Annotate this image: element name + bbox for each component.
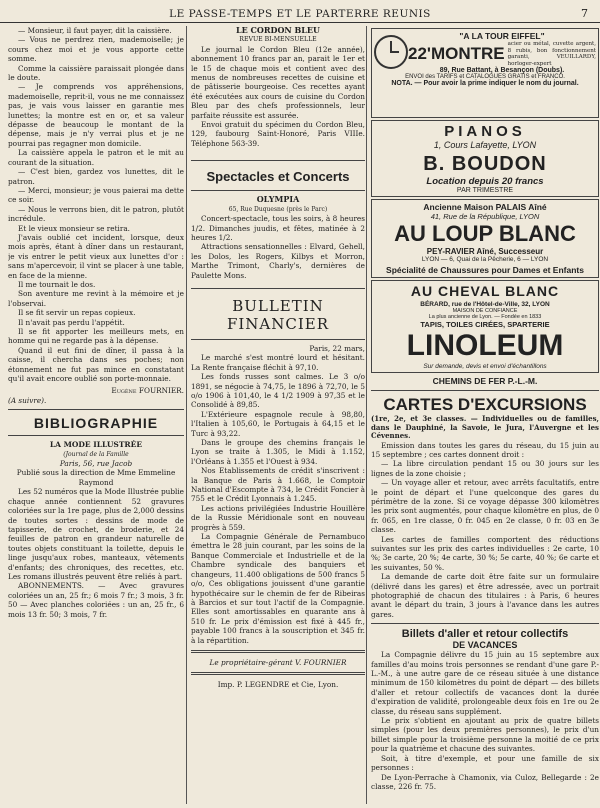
olympia-title: OLYMPIA (256, 194, 300, 205)
paragraph: — La libre circulation pendant 15 ou 30 jours sur les lignes de la zone choisie ; (371, 459, 599, 478)
olympia-address: 65, Rue Duquesne (près le Parc) (228, 205, 328, 213)
paragraph: Le marché s'est montré lourd et hésitant. La Rente française fléchit à 97,10. (191, 353, 365, 372)
cartes-title: CARTES D'EXCURSIONS (383, 395, 587, 414)
loup-blanc-ad (371, 199, 599, 278)
cheval-title: AU CHEVAL BLANC (410, 283, 560, 299)
tour-address: 89, Rue Battant, à Besançon (Doubs). (439, 67, 565, 74)
story-author: Eugène FOURNIER. (111, 386, 184, 396)
boudon-sub: Location depuis 20 francs (426, 176, 544, 187)
tour-small: acier ou métal, cuvette argent, 8 rubis, bon fonctionnement garanti, VEUILLARDY, horloger-expert (507, 41, 596, 67)
cheval-confiance: MAISON DE CONFIANCE (452, 308, 518, 314)
bibliography-heading: BIBLIOGRAPHIE (33, 415, 159, 432)
tour-note: NOTA. — Pour avoir la prime indiquer le nom du journal. (391, 80, 579, 87)
paragraph: Les cartes de familles comportent des réductions suivantes sur les prix des cartes individuelles : 2e carte, 10 %; 3e carte, 20 %; 4e carte, 30 %; 5e carte, 40 %; 6e carte et les suivantes, 50 %. (371, 534, 599, 572)
billets-sub: DE VACANCES (452, 640, 518, 651)
cartes-sub: (1re, 2e, et 3e classes. — Individuelles ou de familles, dans le Dauphiné, la Savoie, le Jura, l'Auvergne et les Cévennes. (371, 414, 599, 440)
tour-eiffel-ad (371, 28, 599, 118)
paragraph: J'avais oublié cet incident, lorsque, deux mois après, étant à dîner dans un restaurant, je vis entrer le petit vieux aux lunettes d'or : sans m'apercevoir, il vint se placer à une table, en face de la mienne. (8, 232, 184, 280)
loup-owner: PEY-RAVIER Aîné, Successeur (426, 247, 544, 256)
story-text (8, 26, 184, 383)
paragraph: Le prix s'obtient en ajoutant au prix de quatre billets simples (pour les deux premières personnes), le prix d'un billet simple pour la troisième personne la moitié de ce prix pour la quatrième et chacune des suivantes. (371, 716, 599, 754)
cordon-text-2: Envoi gratuit du spécimen du Cordon Bleu, 129, faubourg Saint-Honoré, Paris VIIIe. Téléphone 563-39. (191, 120, 365, 148)
divider (8, 409, 184, 410)
divider (191, 160, 365, 161)
billets-title: Billets d'aller et retour collectifs (401, 628, 569, 641)
paragraph: — Merci, monsieur; je vous paierai ma dette ce soir. (8, 185, 184, 205)
paragraph: Il se fit servir un repas copieux. (18, 308, 136, 318)
bulletin-text (191, 353, 365, 645)
mode-text: Les 52 numéros que la Mode Illustrée publie chaque année contiennent 52 gravures coloriées sur la 1re page, plus de 2,000 dessins de toutes sortes : dessins de mode de tapisserie, de crochet, de broderie, et 24 feuilles de patron en grandeur naturelle de toutes objets constituant la toilette, depuis le linge jusqu'aux robes, manteaux, vêtements d'enfants; des chroniques, des recettes, etc. Les romans illustrés peuvent être reliés à part. (8, 487, 184, 581)
divider (8, 435, 184, 436)
paragraph: — Je comprends vos appréhensions, mademoiselle, reprit-il, vous ne me connaissez pas, je vais vous laisser en garantie mes lunettes; la montre est en or, et sa valeur dépasse de beaucoup le montant de la dépense, mais je n'y verrai plus et je ne pourrai pas regagner mon domicile. (8, 82, 184, 148)
boudon-sub2: PAR TRIMESTRE (456, 187, 514, 194)
paragraph: Comme la caissière paraissait plongée dans le doute. (8, 63, 184, 83)
cheval-note: Sur demande, devis et envoi d'échantillons (423, 363, 547, 370)
tour-envoi: ENVOI des TARIFS et CATALOGUES GRATIS et FRANCO. (405, 74, 565, 80)
loup-address-2: LYON — 6, Quai de la Pêcherie, 6 — LYON (421, 256, 549, 263)
pianos-ad (371, 120, 599, 197)
divider (191, 190, 365, 191)
olympia-text-2: Attractions sensationnelles : Elvard, Gehell, les Dolos, les Rogers, Kilbys et Morron, Marthe Trimont, Charly's, dernières de Paulette Mons. (191, 242, 365, 280)
divider (191, 339, 365, 340)
divider (191, 672, 365, 675)
pianos-title: PIANOS (444, 123, 526, 140)
paragraph: — C'est bien, gardez vos lunettes, dit le patron. (8, 167, 184, 186)
paragraph: De Lyon-Perrache à Chamonix, via Culoz, Bellegarde : 2e classe, 226 fr. 75. (371, 772, 599, 791)
paragraph: Il n'avait pas perdu l'appétit. (18, 317, 125, 327)
tour-brand: "A LA TOUR EIFFEL" (459, 31, 545, 41)
paragraph: Emission dans toutes les gares du réseau, du 15 juin au 15 septembre ; ces cartes donnent droit : (371, 440, 599, 459)
divider (371, 390, 599, 391)
paragraph: La Compagnie Générale de Pernambuco émettra le 28 juin courant, par les soins de la Banque Commerciale et Industrielle et de la Chambre syndicale des banquiers et changeurs, 11.400 obligations de 500 francs 5 o/o, Ces obligations jouissent d'une garantie hypothécaire sur le chemin de fer de Ribeiras à Barcios et sur tout l'actif de la Compagnie. Elles sont amortissables en quarante ans à 510 fr. Le prix d'émission est fixé à 445 fr., payable 100 francs à la souscription et 345 fr. à la répartition. (191, 532, 365, 645)
divider (191, 288, 365, 289)
manager-line: Le propriétaire-gérant V. FOURNIER (209, 657, 347, 667)
boudon-title: B. BOUDON (423, 153, 547, 175)
mode-title: LA MODE ILLUSTRÉE (49, 440, 143, 450)
loup-title: AU LOUP BLANC (394, 221, 576, 246)
paragraph: Les actions privilégiées Industrie Houillère de la Russie Méridionale sont en nouveau progrès à 559. (191, 503, 365, 532)
page-number: 7 (581, 7, 588, 20)
paragraph: L'Extérieure espagnole recule à 98,80, l'Italien à 105,60, le Portugais à 64,15 et le Turc à 93,22. (191, 409, 365, 438)
paragraph: Il me tournait le dos. (18, 279, 96, 289)
mode-subscriptions: ABONNEMENTS. — Avec gravures coloriées un an, 25 fr.; 6 mois 7 fr.; 3 mois, 3 fr. 50 — Avec planches coloriées : un an, 25 fr., 6 mois 13 fr. 50; 3 mois, 7 fr. (8, 581, 184, 619)
cheval-blanc-ad (371, 280, 599, 373)
paragraph: Quand il eut fini de dîner, il passa à la caisse, il chercha dans ses poches; non étonnement ne fut pas mince en constatant qu'il avait encore oublié son porte-monnaie. (8, 345, 184, 384)
divider (191, 650, 365, 653)
paragraph: La caissière appela le patron et le mit au courant de la situation. (8, 148, 184, 167)
paragraph: — Vous ne perdrez rien, mademoiselle; je cours chez moi et je vous apporte cette somme. (8, 35, 184, 64)
loup-special: Spécialité de Chaussures pour Dames et Enfants (386, 265, 584, 275)
cheval-oldest: La plus ancienne de Lyon. — Fondée en 1833 (428, 314, 542, 320)
paragraph: La Compagnie délivre du 15 juin au 15 septembre aux familles d'au moins trois personnes se rendant d'une gare P.-L.-M., à une autre gare de ce réseau située à une distance minimum de 150 kilomètres du point de départ — des billets d'aller et retour collectifs de vacances dont la durée d'expiration de validité, prolongeable deux fois en 1re ou 2e classe, du réseau sans supplément. (371, 650, 599, 716)
paragraph: Il se fit apporter les meilleurs mets, en homme qui ne regarde pas à la dépense. (8, 327, 184, 346)
loup-intro: Ancienne Maison PALAIS Aîné (423, 202, 547, 212)
rail-title: CHEMINS DE FER P.-L.-M. (432, 376, 538, 386)
page-header (0, 6, 600, 23)
spectacles-heading: Spectacles et Concerts (206, 169, 350, 185)
paragraph: Dans le groupe des chemins français le Lyon se traite à 1.305, le Midi à 1.152, l'Orléans à 1.355 et l'Ouest à 934. (191, 438, 365, 466)
column-right (366, 26, 599, 804)
paragraph: — Nous le verrons bien, dit le patron, plutôt incrédule. (8, 204, 184, 224)
page-title: LE PASSE-TEMPS ET LE PARTERRE REUNIS (169, 8, 431, 20)
bulletin-heading: BULLETIN FINANCIER (226, 296, 330, 333)
mode-address: Paris, 56, rue Jacob (59, 459, 133, 469)
cheval-owner: BÉRARD, rue de l'Hôtel-de-Ville, 32, LYON (420, 301, 550, 308)
clock-icon (374, 35, 408, 69)
cheval-linoleum: LINOLEUM (406, 329, 564, 362)
bulletin-date: Paris, 22 mars, (309, 343, 365, 353)
paragraph: Nos Etablissements de crédit s'inscrivent : la Banque de Paris à 1.668, le Comptoir National d'Escompte à 734, le Crédit Foncier à 755 et le Crédit Lyonnais à 1.245. (191, 466, 365, 504)
billets-text (371, 650, 599, 791)
divider (371, 623, 599, 624)
printer-line: Imp. P. LEGENDRE et Cie, Lyon. (217, 680, 339, 690)
tour-main: 22'MONTRE (408, 44, 505, 63)
olympia-text: Concert-spectacle, tous les soirs, à 8 heures 1/2. Dimanches juudis, et fêtes, matinée à 2 heures 1/2. (191, 214, 365, 242)
loup-address: 41, Rue de la République, LYON (430, 212, 540, 221)
paragraph: Les fonds russes sont calmes. Le 3 o/o 1891, se négocie à 74,75, le 1896 à 72,70, le 5 o/o 1906 à 101,40, le 4 1/2 1909 à 97,35 et le Consolidé à 89,85. (191, 372, 365, 410)
paragraph: Soit, à titre d'exemple, et pour une famille de six personnes : (371, 753, 599, 773)
pianos-address: 1, Cours Lafayette, LYON (433, 140, 537, 150)
story-to-follow: (A suivre). (8, 395, 47, 405)
paragraph: La demande de carte doit être faite sur un formulaire (délivré dans les gares) et être adressée, avec un portrait photographié de chacun des titulaires : à Paris, 6 heures avant le départ du train, 3 jours à l'avance dans les autres gares. (371, 572, 599, 619)
paragraph: — Monsieur, il faut payer, dit la caissière. (18, 26, 172, 35)
cartes-text (371, 441, 599, 620)
column-middle (186, 26, 365, 804)
paragraph: — Un voyage aller et retour, avec arrêts facultatifs, entre le point de départ et l'une quelconque des gares du périmètre de la zone. Si ce voyage dépasse 300 kilomètres les prix sont augmentés, pour chaque kilomètre en plus, de 0 fr. 065, en 1re classe, 0 fr. 045 en 2e classe, 0 fr. 03 en 3e classe. (371, 478, 599, 535)
paragraph: Et le vieux monsieur se retira. (18, 223, 130, 233)
paragraph: Son aventure me revint à la mémoire et je l'observai. (8, 289, 184, 308)
cordon-subtitle: REVUE BI-MENSUELLE (239, 36, 317, 44)
cordon-text: Le journal le Cordon Bleu (12e année), abonnement 10 francs par an, parait le 1er et le 15 de chaque mois et contient avec des menus de nombreuses recettes de cuisine et de pâtisserie bourgeoise. Ces recettes ayant été exécutées aux cours de cuisine du Cordon Bleu par des chefs professionnels, leur parfaite réussite est assurée. (191, 44, 365, 120)
mode-subtitle: (Journal de la Famille (63, 450, 129, 458)
column-left (8, 26, 184, 804)
cheval-tapis: TAPIS, TOILES CIRÉES, SPARTERIE (420, 320, 550, 329)
cordon-title: LE CORDON BLEU (236, 26, 320, 35)
mode-director: Publié sous la direction de Mme Emmeline Raymond (16, 468, 176, 487)
